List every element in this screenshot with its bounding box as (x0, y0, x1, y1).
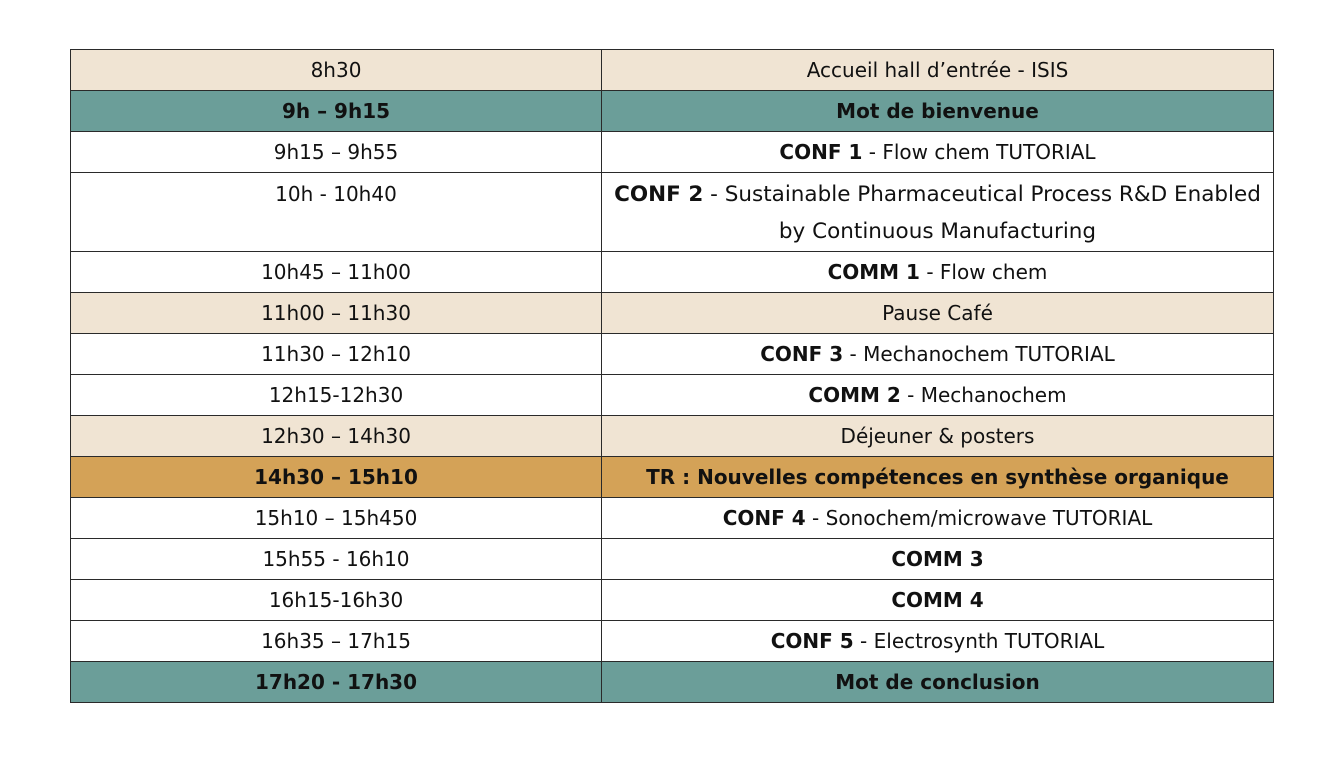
event-cell (602, 91, 1274, 132)
event-cell (602, 662, 1274, 703)
session-tag: CONF 1 (779, 140, 863, 164)
event-cell (602, 252, 1274, 293)
time-cell: 10h45 – 11h00 (71, 252, 602, 293)
separator: - (805, 506, 826, 530)
time-cell: 15h55 - 16h10 (71, 539, 602, 580)
session-tag: COMM 1 (827, 260, 920, 284)
separator: - (919, 260, 940, 284)
schedule-row (71, 50, 1274, 91)
time-cell: 16h15-16h30 (71, 580, 602, 621)
event-cell (602, 132, 1274, 173)
event-title: Sonochem/microwave TUTORIAL (825, 506, 1153, 530)
event-title: Accueil hall d’entrée - ISIS (806, 58, 1069, 82)
session-tag: COMM 4 (891, 588, 984, 612)
schedule-row (71, 132, 1274, 173)
time-cell: 12h15-12h30 (71, 375, 602, 416)
schedule-row (71, 91, 1274, 132)
schedule-row (71, 252, 1274, 293)
event-title: Mechanochem (920, 383, 1067, 407)
event-cell (602, 173, 1274, 252)
session-tag: CONF 2 (614, 181, 704, 207)
time-cell: 10h - 10h40 (71, 173, 602, 252)
schedule-row (71, 539, 1274, 580)
time-cell: 17h20 - 17h30 (71, 662, 602, 703)
schedule-row (71, 662, 1274, 703)
time-cell: 16h35 – 17h15 (71, 621, 602, 662)
session-tag: CONF 5 (770, 629, 854, 653)
event-title: Sustainable Pharmaceutical Process R&D Enabled by Continuous Manufacturing (724, 181, 1261, 244)
schedule-body (71, 50, 1274, 703)
event-cell (602, 580, 1274, 621)
schedule-row (71, 457, 1274, 498)
event-cell (602, 498, 1274, 539)
event-cell (602, 539, 1274, 580)
time-cell: 15h10 – 15h450 (71, 498, 602, 539)
time-cell: 11h30 – 12h10 (71, 334, 602, 375)
separator: - (703, 181, 725, 207)
time-cell: 9h – 9h15 (71, 91, 602, 132)
event-title: Mot de conclusion (835, 670, 1040, 694)
schedule-row (71, 621, 1274, 662)
schedule-row (71, 580, 1274, 621)
schedule-row (71, 375, 1274, 416)
separator: - (843, 342, 864, 366)
time-cell: 9h15 – 9h55 (71, 132, 602, 173)
event-cell (602, 457, 1274, 498)
event-cell (602, 334, 1274, 375)
separator: - (900, 383, 921, 407)
event-cell (602, 293, 1274, 334)
session-tag: COMM 2 (808, 383, 901, 407)
schedule-row (71, 173, 1274, 252)
schedule-row (71, 416, 1274, 457)
time-cell: 8h30 (71, 50, 602, 91)
session-tag: CONF 4 (722, 506, 806, 530)
event-title: Flow chem (939, 260, 1048, 284)
time-cell: 11h00 – 11h30 (71, 293, 602, 334)
event-title: TR : Nouvelles compétences en synthèse organique (646, 465, 1229, 489)
session-tag: COMM 3 (891, 547, 984, 571)
event-title: Pause Café (882, 301, 993, 325)
schedule-row (71, 293, 1274, 334)
event-title: Flow chem TUTORIAL (882, 140, 1096, 164)
time-cell: 12h30 – 14h30 (71, 416, 602, 457)
event-cell (602, 375, 1274, 416)
event-title: Mot de bienvenue (836, 99, 1039, 123)
event-cell (602, 50, 1274, 91)
event-cell (602, 621, 1274, 662)
event-title: Mechanochem TUTORIAL (863, 342, 1115, 366)
session-tag: CONF 3 (760, 342, 844, 366)
event-title: Electrosynth TUTORIAL (873, 629, 1105, 653)
schedule-row (71, 498, 1274, 539)
separator: - (853, 629, 874, 653)
separator: - (862, 140, 883, 164)
event-cell (602, 416, 1274, 457)
time-cell: 14h30 – 15h10 (71, 457, 602, 498)
schedule-table (70, 49, 1274, 703)
schedule-row (71, 334, 1274, 375)
event-title: Déjeuner & posters (840, 424, 1035, 448)
